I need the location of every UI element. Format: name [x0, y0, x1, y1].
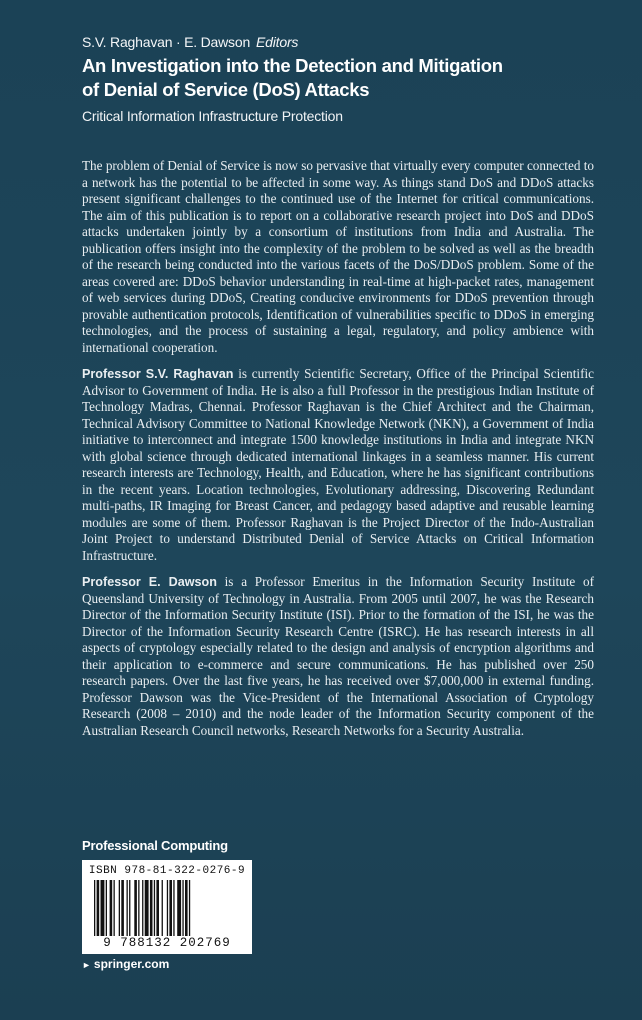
barcode-bar	[173, 880, 174, 936]
editors-line	[82, 34, 602, 50]
barcode-bar	[189, 880, 190, 936]
barcode-bar	[110, 880, 113, 936]
barcode-bar	[94, 880, 95, 936]
publisher-website[interactable]	[82, 957, 169, 971]
barcode-bar	[106, 880, 107, 936]
barcode-bar	[154, 880, 155, 936]
arrow-right-icon: ►	[82, 960, 91, 970]
book-title	[82, 54, 602, 102]
barcode-bar	[142, 880, 143, 936]
barcode-bar	[169, 880, 172, 936]
barcode-bar	[97, 880, 100, 936]
title-line-1: An Investigation into the Detection and Mitigation	[82, 55, 503, 76]
barcode-bar	[167, 880, 168, 936]
barcode-bar	[138, 880, 139, 936]
barcode-bar	[127, 880, 128, 936]
barcode-bar	[145, 880, 149, 936]
bio-dawson-name: Professor E. Dawson	[82, 575, 217, 589]
barcode-bar	[121, 880, 124, 936]
isbn-label: ISBN 978-81-322-0276-9	[88, 865, 246, 877]
bio-dawson-text: is a Professor Emeritus in the Information Security Institute of Queensland University of Technology in Australia. From 2005 until 2007, he was the Research Director of the Information Security Institute (ISI). Prior to the formation of the ISI, he was the Director of the Information Security Research Centre (ISRC). He has research interests in all aspects of cryptology especially related to the design and analysis of encryption algorithms and their application to e-commerce and secure communications. He has published over 250 research papers. Over the last five years, he has received over $7,000,000 in external funding. Professor Dawson was the Vice-President of the International Association of Cryptology Research (2008 – 2010) and the node leader of the Information Security component of the Australian Research Council networks, Research Networks for a Security Australia.	[82, 574, 594, 738]
book-subtitle: Critical Information Infrastructure Protection	[82, 108, 343, 124]
bio-dawson	[82, 574, 594, 739]
barcode-digits: 9 788132 202769	[103, 936, 231, 950]
editors-role: Editors	[256, 34, 299, 50]
barcode-bar	[185, 880, 188, 936]
barcode-bar	[156, 880, 159, 936]
barcode-bars	[92, 880, 242, 936]
barcode-bar	[134, 880, 137, 936]
barcode	[82, 860, 252, 954]
title-line-2: of Denial of Service (DoS) Attacks	[82, 79, 370, 100]
barcode-bar	[129, 880, 130, 936]
bio-raghavan-text: is currently Scientific Secretary, Office of the Principal Scientific Advisor to Government of India. He is also a full Professor in the prestigious Indian Institute of Technology Madras, Chennai. Professor Raghavan is the Chief Architect and the Chairman, Technical Advisory Committee to National Knowledge Network (NKN), a Government of India initiative to interconnect and integrate 1500 knowledge institutions in India and integrate NKN with global science through dedicated international linkages in a seamless manner. His current research interests are Technology, Health, and Education, where he has significant contributions in the recent years. Location technologies, Evolutionary addressing, Discovering Redundant multi-paths, IR Imaging for Breast Cancer, and pedagogy based adaptive and reusable learning modules are some of them. Professor Raghavan is the Project Director of the Indo-Australian Joint Project to understand Distributed Denial of Service Attacks on Critical Information Infrastructure.	[82, 366, 595, 563]
barcode-bar	[182, 880, 183, 936]
barcode-bar	[101, 880, 105, 936]
barcode-bar	[177, 880, 181, 936]
bio-raghavan	[82, 366, 594, 564]
barcode-bar	[114, 880, 115, 936]
barcode-bar	[119, 880, 120, 936]
editors-names: S.V. Raghavan · E. Dawson	[82, 34, 251, 50]
intro-paragraph: The problem of Denial of Service is now so pervasive that virtually every computer connected to a network has the potential to be affected in some way. As things stand DoS and DDoS attacks present significant challenges to the continued use of the Internet for critical communications. The aim of this publication is to report on a collaborative research project into DoS and DDoS attacks undertaken jointly by a consortium of institutions from India and Australia. The publication offers insight into the complexity of the problem to be solved as well as the breadth of the research being conducted into the various facets of the DoS/DDoS problem. Some of the areas covered are: DDoS behavior understanding in real-time at high-packet rates, management of web services during DDoS, Creating conducive environments for DDoS prevention through provable authentication protocols, Identification of vulnerabilities specific to DDoS in emerging technologies, and the process of sustaining a legal, regulatory, and policy ambience with international cooperation.	[82, 158, 594, 355]
series-name: Professional Computing	[82, 838, 228, 853]
barcode-bar	[162, 880, 163, 936]
blurb	[82, 158, 594, 749]
website-text: springer.com	[93, 957, 170, 971]
header	[82, 34, 602, 124]
barcode-bar	[150, 880, 153, 936]
bio-raghavan-name: Professor S.V. Raghavan	[82, 367, 234, 381]
